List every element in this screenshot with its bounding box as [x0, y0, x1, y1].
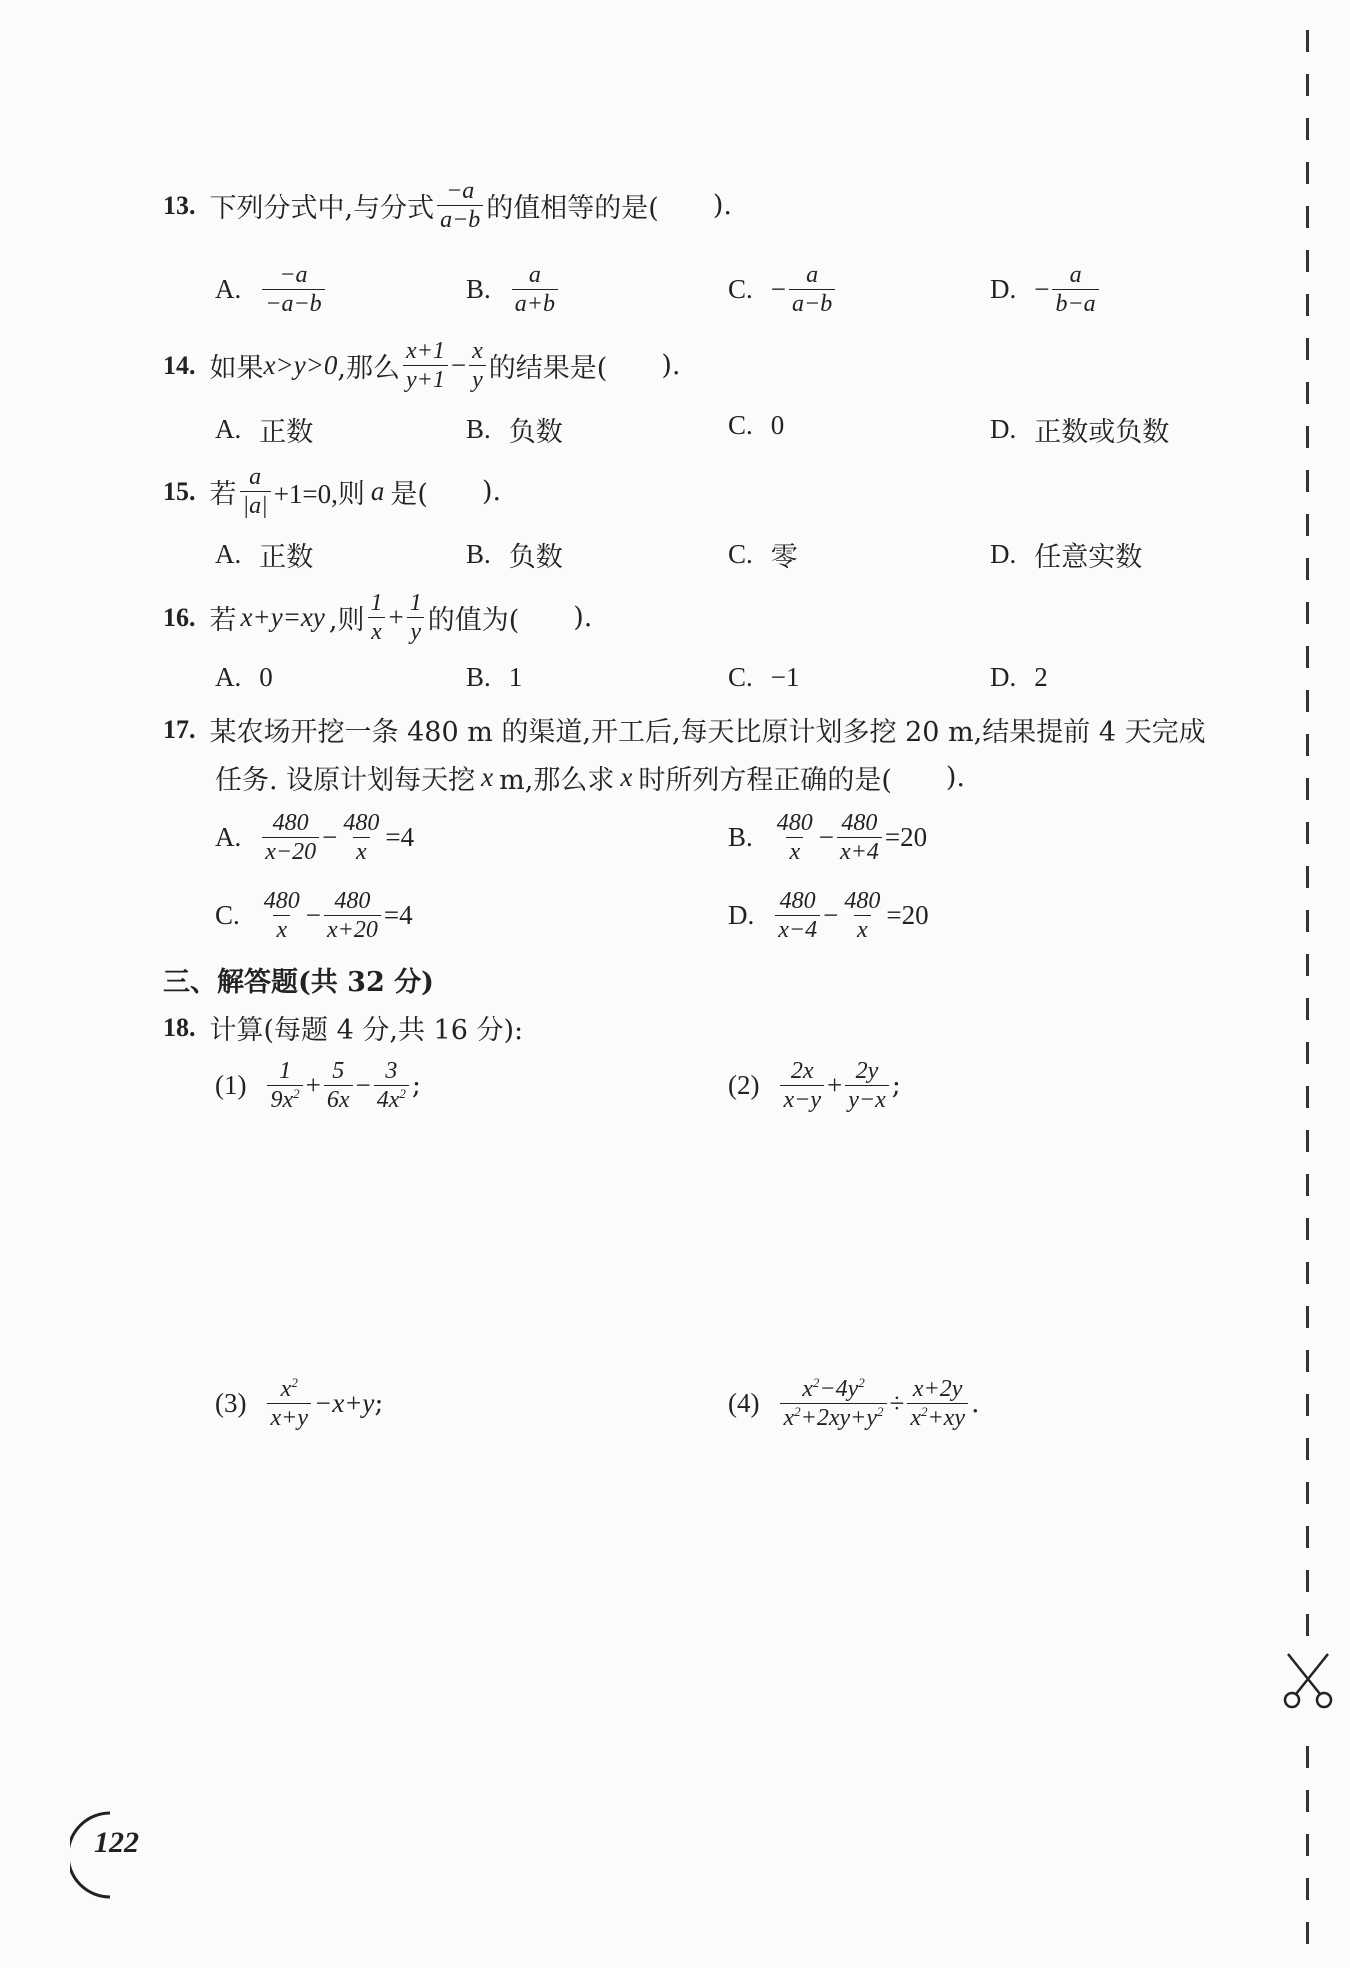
cut-line-dash — [1306, 1526, 1309, 1548]
cut-line-dash — [1306, 1174, 1309, 1196]
cut-line-dash — [1306, 558, 1309, 580]
cut-line-dash — [1306, 514, 1309, 536]
fraction: $\frac{1}{y}$ — [407, 590, 425, 646]
problem-1: (1) $\frac{1}{9x^2}$ + $\frac{5}{6x}$ − $\frac{3}{4x^2}$ ; — [215, 1058, 422, 1113]
cut-line-dash — [1306, 1438, 1309, 1460]
cut-line-dash — [1306, 734, 1309, 756]
cut-line-dash — [1306, 1482, 1309, 1504]
question-16: 16. 若 x+y=xy ,则 $\frac{1}{x}$ + $\frac{1}{y}$ 的值为( ). — [163, 590, 593, 645]
cut-line-dash — [1306, 74, 1309, 96]
cut-line-dash — [1306, 1746, 1309, 1768]
scissors-icon — [1280, 1650, 1336, 1712]
cut-line-dash — [1306, 646, 1309, 668]
option-d: D. 任意实数 — [990, 539, 1143, 573]
option-d: D. − $\frac{a}{b-a}$ — [990, 262, 1102, 318]
option-a: A. $\frac{-a}{-a-b}$ — [215, 262, 328, 318]
cut-line-dash — [1306, 382, 1309, 404]
section-heading: 三、解答题(共 32 分) — [163, 967, 434, 998]
option-c: C. −1 — [728, 662, 800, 692]
option-c: C. − $\frac{a}{a-b}$ — [728, 262, 838, 318]
cut-line-dash — [1306, 1570, 1309, 1592]
cut-line-dash — [1306, 866, 1309, 888]
question-13 — [163, 178, 732, 234]
question-number: 18. — [163, 1012, 196, 1042]
option-a: A. 0 — [215, 662, 273, 692]
question-15: 15. 若 $\frac{a}{|a|}$ +1=0,则 a 是( ). — [163, 464, 502, 519]
cut-line-dash — [1306, 822, 1309, 844]
fraction: $\frac{a}{a+b}$ — [512, 262, 558, 318]
problem-4: (4) $\frac{x^2-4y^2}{x^2+2xy+y^2}$ ÷ $\frac{x+2y}{x^2+xy}$ . — [728, 1375, 980, 1431]
option-c: C. 0 — [728, 410, 785, 440]
cut-line-dash — [1306, 1130, 1309, 1152]
question-text: 的值相等的是( — [486, 193, 659, 225]
fraction: $\frac{a}{|a|}$ — [240, 464, 271, 520]
fraction: $\frac{-a}{a-b}$ — [437, 178, 483, 234]
cut-line-dash — [1306, 30, 1309, 52]
option-b: B. 负数 — [466, 414, 563, 448]
cut-line-dash — [1306, 778, 1309, 800]
cut-line-dash — [1306, 998, 1309, 1020]
cut-line-dash — [1306, 426, 1309, 448]
option-c: C. $\frac{480}{x}$ − $\frac{480}{x+20}$ =4 — [215, 888, 413, 943]
question-text: ). — [712, 190, 732, 222]
option-a: A. $\frac{480}{x-20}$ − $\frac{480}{x}$ =4 — [215, 810, 415, 865]
option-b: B. 1 — [466, 662, 523, 692]
fraction: $\frac{x+1}{y+1}$ — [403, 338, 448, 394]
question-number: 14. — [163, 350, 196, 380]
page-number: 122 — [94, 1826, 139, 1859]
cut-line-dash — [1306, 1218, 1309, 1240]
option-a: A. 正数 — [215, 539, 314, 573]
option-a: A. 正数 — [215, 414, 314, 448]
cut-line-dash — [1306, 954, 1309, 976]
cut-line-dash — [1306, 338, 1309, 360]
option-b: B. $\frac{480}{x}$ − $\frac{480}{x+4}$ =20 — [728, 810, 928, 865]
option-d: D. 2 — [990, 662, 1048, 692]
problem-2: (2) $\frac{2x}{x-y}$ + $\frac{2y}{y-x}$ ; — [728, 1058, 901, 1113]
cut-line-dash — [1306, 602, 1309, 624]
cut-line-dash — [1306, 1790, 1309, 1812]
fraction: $\frac{-a}{-a-b}$ — [262, 262, 324, 318]
option-b: B. $\frac{a}{a+b}$ — [466, 262, 561, 318]
cut-line-dash — [1306, 1042, 1309, 1064]
cut-line-dash — [1306, 250, 1309, 272]
cut-line-dash — [1306, 1350, 1309, 1372]
question-number: 16. — [163, 602, 196, 632]
fraction: $\frac{1}{x}$ — [367, 590, 385, 646]
cut-line-dash — [1306, 206, 1309, 228]
question-18: 18. 计算(每题 4 分,共 16 分): — [163, 1012, 524, 1046]
question-14: 14. 如果 x>y>0 ,那么 $\frac{x+1}{y+1}$ − $\frac{x}{y}$ 的结果是( ). — [163, 338, 681, 393]
cut-line-dash — [1306, 118, 1309, 140]
question-number: 15. — [163, 476, 196, 506]
cut-line-dash — [1306, 1262, 1309, 1284]
cut-line-dash — [1306, 294, 1309, 316]
option-b: B. 负数 — [466, 539, 563, 573]
cut-line-dash — [1306, 1086, 1309, 1108]
cut-line-dash — [1306, 470, 1309, 492]
fraction: $\frac{a}{a-b}$ — [789, 262, 835, 318]
question-number: 13. — [163, 190, 196, 220]
cut-line-dash — [1306, 910, 1309, 932]
cut-line-dash — [1306, 1834, 1309, 1856]
problem-3: (3) $\frac{x^2}{x+y}$ −x+y ; — [215, 1375, 384, 1431]
cut-line-dash — [1306, 1394, 1309, 1416]
option-d: D. $\frac{480}{x-4}$ − $\frac{480}{x}$ =20 — [728, 888, 929, 943]
question-17-line-2: 任务. 设原计划每天挖 x m,那么求 x 时所列方程正确的是( ). — [215, 762, 965, 796]
cut-line-dash — [1306, 1922, 1309, 1944]
question-number: 17. — [163, 714, 196, 744]
option-d: D. 正数或负数 — [990, 414, 1170, 448]
cut-line-dash — [1306, 162, 1309, 184]
question-17: 17. 某农场开挖一条 480 m 的渠道,开工后,每天比原计划多挖 20 m,结果提前 4 天完成 — [163, 714, 1206, 748]
question-text: 下列分式中,与分式 — [209, 193, 435, 225]
cut-line-dash — [1306, 1614, 1309, 1636]
fraction: $\frac{a}{b-a}$ — [1052, 262, 1098, 318]
cut-line-dash — [1306, 1306, 1309, 1328]
cut-line-dash — [1306, 1878, 1309, 1900]
cut-line-dash — [1306, 690, 1309, 712]
option-c: C. 零 — [728, 539, 798, 573]
fraction: $\frac{x}{y}$ — [469, 338, 486, 394]
